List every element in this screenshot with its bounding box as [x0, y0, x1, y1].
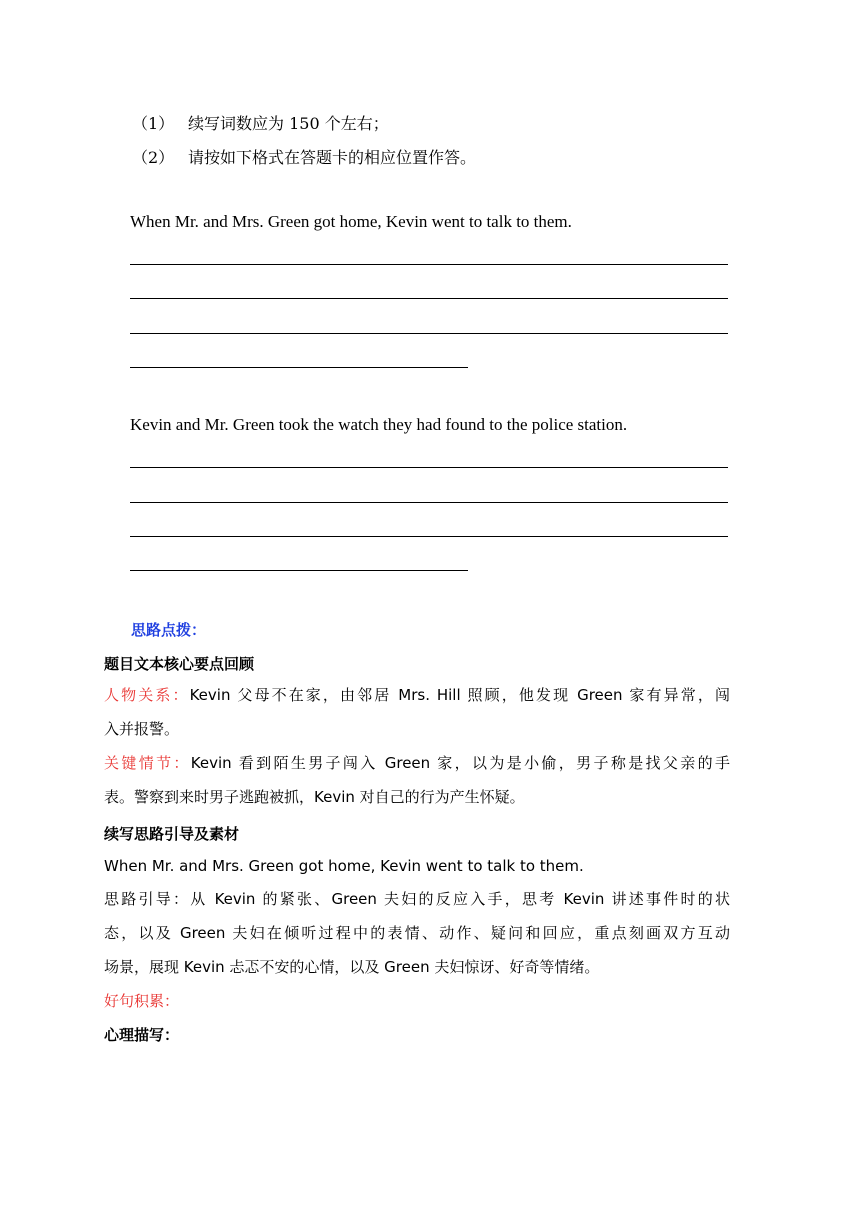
characters-line-2: 入并报警。: [104, 720, 180, 738]
answer-line: [130, 264, 728, 265]
answer-line: [130, 333, 728, 334]
review-heading: 题目文本核心要点回顾: [104, 655, 255, 673]
answer-line: [130, 367, 468, 368]
characters-line-1: 人物关系：Kevin 父母不在家，由邻居 Mrs. Hill 照顾，他发现 Green 家有异常，闯: [104, 686, 730, 704]
psych-description-label: 心理描写：: [104, 1026, 180, 1044]
guide-heading: 续写思路引导及素材: [104, 825, 240, 843]
requirement-text: 请按如下格式在答题卡的相应位置作答。: [188, 148, 477, 167]
requirement-number: （1）: [132, 114, 175, 133]
paragraph1-start-sentence: When Mr. and Mrs. Green got home, Kevin went to talk to them.: [130, 212, 572, 231]
answer-line: [130, 536, 728, 537]
answer-line: [130, 467, 728, 468]
answer-line: [130, 502, 728, 503]
plot-label: 关键情节：: [104, 754, 191, 772]
guide-line-2: 态，以及 Green 夫妇在倾听过程中的表情、动作、疑问和回应，重点刻画双方互动: [104, 924, 730, 942]
requirement-number: （2）: [132, 148, 175, 167]
characters-paragraph: [104, 678, 730, 746]
guide-line-1: 思路引导：从 Kevin 的紧张、Green 夫妇的反应入手，思考 Kevin 讲述事件时的状: [104, 890, 730, 908]
good-sentences-label: 好句积累：: [104, 992, 180, 1010]
plot-line-1: 关键情节：Kevin 看到陌生男子闯入 Green 家，以为是小偷，男子称是找父亲的手: [104, 754, 730, 772]
characters-label: 人物关系：: [104, 686, 190, 704]
plot-paragraph: [104, 746, 730, 814]
answer-line: [130, 570, 468, 571]
requirement-1: [132, 111, 389, 134]
requirement-2: [132, 145, 476, 168]
guide-paragraph: [104, 882, 730, 984]
guide-sentence: When Mr. and Mrs. Green got home, Kevin went to talk to them.: [104, 857, 584, 875]
guide-line-3: 场景，展现 Kevin 忐忑不安的心情，以及 Green 夫妇惊讶、好奇等情绪。: [104, 958, 600, 976]
paragraph2-start-sentence: Kevin and Mr. Green took the watch they had found to the police station.: [130, 415, 628, 434]
requirement-text: 续写词数应为 150 个左右；: [188, 114, 389, 133]
tips-heading: 思路点拨：: [131, 621, 207, 639]
plot-line-2: 表。警察到来时男子逃跑被抓，Kevin 对自己的行为产生怀疑。: [104, 788, 525, 806]
answer-line: [130, 298, 728, 299]
